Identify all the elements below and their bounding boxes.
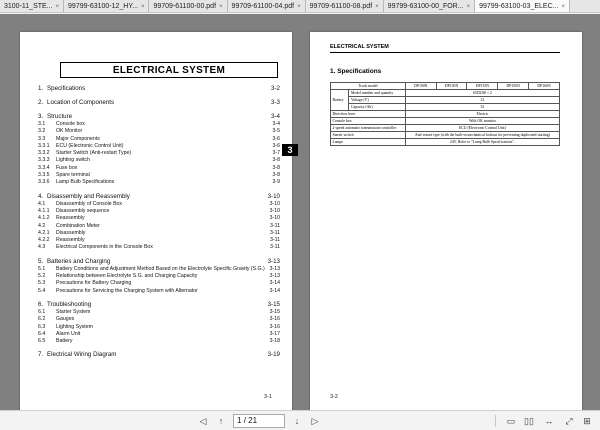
tab-bar [0,0,600,13]
toc-num: 4.1.2 [38,215,50,222]
row-value: With OK monitor [405,118,559,125]
page-number: 3-2 [330,394,338,400]
toc-text: OK Monitor [56,128,83,135]
page-number: 3-1 [264,394,272,400]
close-icon[interactable]: × [375,4,379,10]
toc-text: Console box [56,121,85,127]
toc-entry[interactable] [34,98,280,107]
row-label: 2-speed automatic transmission controller [331,125,406,132]
toc-text: Major Components [56,135,100,142]
toc-text: Spare terminal [56,172,90,179]
toc-entry[interactable] [34,338,280,345]
toc-page: 3-13 [267,257,280,265]
viewer-toolbar [0,410,600,430]
toc-entry[interactable] [34,150,280,157]
table-row [331,125,560,132]
close-icon[interactable]: × [297,4,301,10]
toc-entry[interactable] [34,136,280,143]
toc-page: 3-15 [267,300,280,308]
toc-entry[interactable] [34,84,280,93]
two-page-view-icon[interactable]: ▯▯ [524,416,534,426]
toc-num: 4.3 [38,244,46,251]
toc-num: 3. [38,113,44,120]
toc-num: 3.3.3 [38,157,50,164]
page-right [310,32,582,412]
toc-text: Specifications [47,85,86,92]
toc-num: 5.2 [38,273,46,280]
toc-text: Battery [56,338,73,345]
toc-page: 3-14 [269,287,280,294]
table-of-contents [34,84,280,359]
close-icon[interactable]: × [55,4,60,10]
toc-num: 6.2 [38,316,46,323]
chapter-marker: 3 [282,144,298,156]
row-value: 65D23R × 2 [405,90,559,97]
toc-page: 3-4 [272,121,280,127]
toc-entry[interactable] [34,143,280,150]
down-arrow-icon[interactable]: ↓ [294,416,300,426]
running-header: ELECTRICAL SYSTEM [330,44,560,53]
toc-entry[interactable] [34,316,280,323]
toc-num: 7. [38,351,44,359]
close-icon[interactable]: × [140,4,145,10]
page-total: / 21 [243,416,258,425]
toc-text: Starter System [56,308,91,315]
toc-entry[interactable] [34,300,280,309]
toc-num: 3.3 [38,135,46,142]
toc-page: 3-4 [271,113,280,120]
column-header: DP160N [529,83,560,90]
table-row [331,118,560,125]
toc-text: Disassembly sequence [56,207,110,214]
toc-entry[interactable] [34,179,280,186]
page-left [20,32,292,412]
toc-text: Starter Switch (Anti-restart Type) [56,150,132,157]
row-label: Direction lever [331,111,406,118]
toc-num: 6. [38,300,44,308]
tab-label: 3100-11_STE... [4,3,53,10]
toc-entry[interactable] [34,257,280,266]
toc-num: 4.2.1 [38,229,50,236]
toc-page: 3-9 [272,179,280,186]
toc-page: 3-11 [270,229,280,236]
toc-text: Relationship between Electrolyte S.G. and Charging Capacity [56,273,198,280]
toc-text: Electrical Components in the Console Box [56,244,153,251]
toc-page: 3-18 [269,338,280,345]
toc-text: ECU (Electronic Control Unit) [56,142,124,149]
next-page-icon[interactable]: ▷ [311,416,319,426]
toc-page: 3-17 [269,330,280,337]
toc-num: 4.1 [38,200,46,207]
toc-page: 3-5 [272,128,280,135]
toc-num: 4.2.2 [38,237,50,244]
toc-page: 3-8 [272,172,280,179]
toc-entry[interactable] [34,128,280,135]
toc-entry[interactable] [34,157,280,164]
specifications-table [330,82,560,146]
toc-text: Reassembly [56,215,85,222]
table-row [331,139,560,146]
tab-label: 99799-63100-00_FOR... [387,3,464,10]
tab-document[interactable] [149,0,227,13]
tab-label: 99709-61100-00.pdf [153,3,217,10]
toc-text: Troubleshooting [47,300,92,308]
toc-text: Precautions for Battery Charging [56,280,132,287]
toc-text: Fuse box [56,164,78,171]
toc-entry[interactable] [34,172,280,179]
toc-page: 3-14 [269,280,280,287]
fit-width-icon[interactable]: ↔ [544,416,554,426]
toc-page: 3-8 [272,157,280,164]
toc-entry[interactable] [34,223,280,230]
toc-page: 3-10 [269,215,280,222]
tab-document[interactable] [0,0,64,13]
tab-label: 99799-63100-12_HY... [68,3,138,10]
toc-text: Gauges [56,316,75,323]
toc-page: 3-2 [271,85,280,92]
table-row [331,97,560,104]
close-icon[interactable]: × [219,4,223,10]
tab-document[interactable] [475,0,570,13]
toc-num: 3.3.4 [38,164,50,171]
current-page: 1 [237,416,242,425]
toc-text: Lighting switch [56,157,91,164]
toc-page: 3-7 [272,150,280,157]
toc-entry[interactable] [34,288,280,295]
table-row [331,132,560,139]
toc-entry[interactable] [34,331,280,338]
toc-num: 4.1.1 [38,207,50,214]
toc-entry[interactable] [34,230,280,237]
single-page-view-icon[interactable]: ▭ [506,416,516,426]
toc-num: 6.3 [38,323,46,330]
toc-text: Location of Components [47,99,115,106]
toc-entry[interactable] [34,280,280,287]
toc-num: 5.3 [38,280,46,287]
toc-page: 3-11 [270,237,280,244]
row-label: Lamps [331,139,406,146]
bookmark-icon[interactable]: ⊞ [583,416,591,426]
toc-text: Disassembly [56,229,86,236]
toc-page: 3-13 [269,265,280,272]
toc-text: Lamp Bulb Specifications [56,179,115,186]
toc-entry[interactable] [34,215,280,222]
toc-num: 2. [38,99,44,106]
row-value: 12 [405,97,559,104]
toc-num: 3.3.2 [38,150,50,157]
toc-entry[interactable] [34,112,280,121]
toc-text: Structure [47,113,73,120]
close-icon[interactable]: × [561,4,565,10]
row-label: Starter switch [331,132,406,139]
row-value: Electric [405,111,559,118]
tab-document[interactable] [306,0,384,13]
toc-entry[interactable] [34,324,280,331]
page-title: ELECTRICAL SYSTEM [60,62,278,78]
toc-text: Battery Conditions and Adjustment Method Based on the Electrolyte Specific Gravity (S.G.) [56,265,265,272]
toc-num: 4. [38,192,44,200]
toc-entry[interactable] [34,237,280,244]
toc-page: 3-13 [269,273,280,280]
toc-num: 5.1 [38,265,46,272]
toc-entry[interactable] [34,121,280,128]
toc-page: 3-11 [270,244,280,251]
toc-entry[interactable] [34,201,280,208]
previous-page-icon[interactable]: ◁ [199,416,207,426]
table-header-row [331,83,560,90]
column-header: DP135N [467,83,498,90]
toc-entry[interactable] [34,208,280,215]
tab-label: 99799-63100-03_ELEC... [479,3,559,10]
column-header: DP130N [436,83,467,90]
row-sublabel: Capacity (Ah) [349,104,405,111]
toc-page: 3-11 [270,222,280,229]
toc-page: 3-3 [271,99,280,106]
column-header: DP150N [498,83,529,90]
toc-text: Precautions for Servicing the Charging System with Alternator [56,287,198,294]
toc-entry[interactable] [34,309,280,316]
toc-num: 3.1 [38,121,46,127]
toc-entry[interactable] [34,244,280,251]
up-arrow-icon[interactable]: ↑ [218,416,224,426]
row-label: Console box [331,118,406,125]
document-viewer[interactable] [0,14,600,410]
tab-label: 99709-61100-04.pdf [231,3,295,10]
toc-page: 3-16 [269,323,280,330]
toc-entry[interactable] [34,266,280,273]
row-value: 24V, Refer to "Lamp Bulb Specifications". [405,139,559,146]
tab-document[interactable] [384,0,475,13]
column-header: Truck model [331,83,406,90]
toc-entry[interactable] [34,350,280,359]
toc-num: 3.3.6 [38,179,50,186]
toc-text: Alarm Unit [56,330,81,337]
toc-num: 3.2 [38,128,46,135]
page-number-input[interactable] [233,414,285,428]
row-value: ECU (Electronic Control Unit) [405,125,559,132]
toc-page: 3-10 [267,192,280,200]
fullscreen-icon[interactable]: ⤢ [565,416,573,426]
toc-num: 3.3.5 [38,172,50,179]
toc-num: 1. [38,85,44,92]
toc-page: 3-6 [272,135,280,142]
toc-text: Disassembly and Reassembly [47,192,130,200]
toc-num: 3.3.1 [38,142,50,149]
tab-document[interactable] [228,0,306,13]
toc-text: Reassembly [56,237,85,244]
toc-text: Combination Meter [56,222,100,229]
toc-page: 3-10 [269,207,280,214]
toc-num: 6.4 [38,330,46,337]
toc-page: 3-6 [272,142,280,149]
tab-document[interactable] [64,0,149,13]
toc-entry[interactable] [34,165,280,172]
toc-text: Disassembly of Console Box [56,200,123,207]
column-header: DP100N [405,83,436,90]
divider [495,415,496,427]
toc-page: 3-10 [269,200,280,207]
toc-page: 3-19 [267,351,280,359]
toc-page: 3-8 [272,164,280,171]
toc-page: 3-15 [269,308,280,315]
toc-entry[interactable] [34,273,280,280]
row-sublabel: Model number and quantity [349,90,405,97]
table-row [331,104,560,111]
toc-num: 6.5 [38,338,46,345]
toc-num: 5.4 [38,287,46,294]
row-value: Anti-restart type (with the built-in mechanical lockout for preventing duplicated starting) [405,132,559,139]
toc-num: 5. [38,257,44,265]
toc-entry[interactable] [34,192,280,201]
table-row [331,90,560,97]
toc-text: Lighting System [56,323,93,330]
close-icon[interactable]: × [466,4,471,10]
toc-num: 4.2 [38,222,46,229]
toc-text: Electrical Wiring Diagram [47,351,117,359]
row-value: 52 [405,104,559,111]
toc-text: Batteries and Charging [47,257,111,265]
table-row [331,111,560,118]
row-label: Battery [331,90,349,111]
tab-label: 99709-61100-08.pdf [309,3,373,10]
section-title: 1. Specifications [330,68,382,75]
toc-num: 6.1 [38,308,46,315]
row-sublabel: Voltage (V) [349,97,405,104]
toc-page: 3-16 [269,316,280,323]
